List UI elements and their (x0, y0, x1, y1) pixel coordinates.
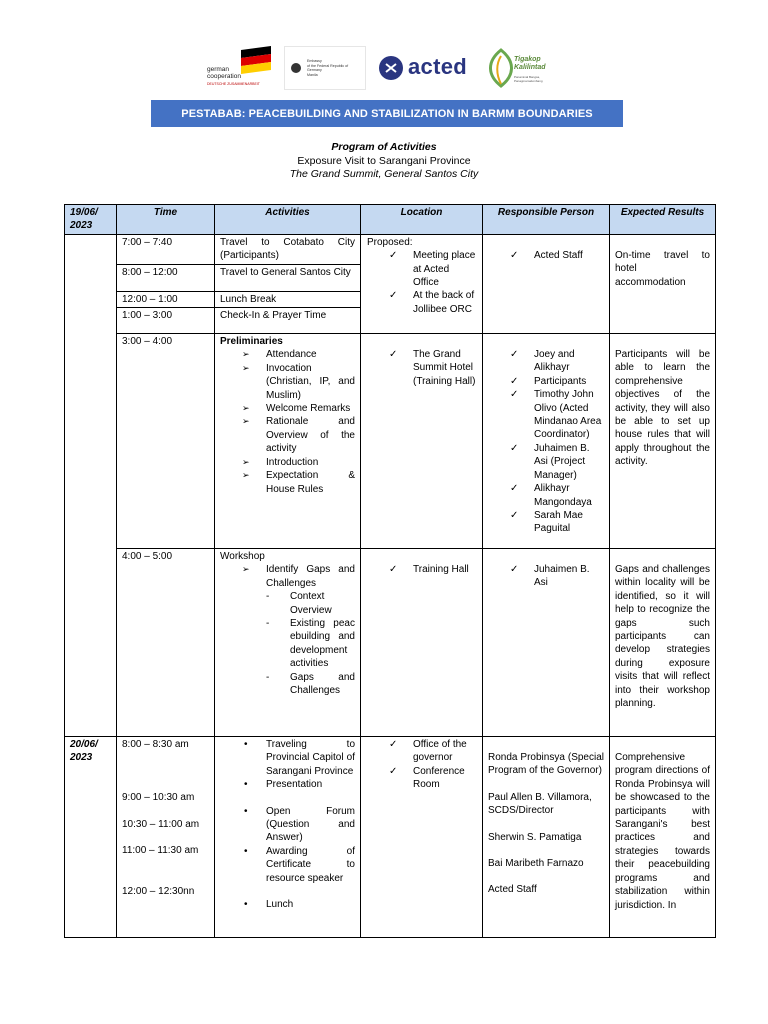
responsible-item: ✓ Alikhayr Mangondaya (488, 482, 604, 509)
time-cell: 12:00 – 1:00 (117, 291, 215, 307)
responsible-item: Bai Maribeth Farnazo (488, 858, 584, 870)
activity-item: ➢ Expectation & House Rules (220, 469, 355, 496)
activity-cell (215, 549, 361, 737)
embassy-text-1: Embassy (307, 59, 322, 63)
time-value: 9:00 – 10:30 am (122, 792, 195, 804)
activity-item: ➢ Introduction (220, 456, 355, 469)
table-row (65, 334, 716, 549)
activity-subitem: - Gaps and Challenges (220, 671, 355, 698)
partner-logos (0, 46, 768, 92)
ligtas-kalilintad-logo (484, 46, 566, 88)
location-item: ✓ Conference Room (367, 765, 477, 792)
activity-item: ➢ Attendance (220, 348, 355, 361)
location-cell (361, 234, 483, 333)
header-time: Time (117, 205, 215, 235)
responsible-item: ✓ Juhaimen B. Asi (Project Manager) (488, 442, 604, 482)
location-cell (361, 549, 483, 737)
time-cell: 4:00 – 5:00 (117, 549, 215, 737)
responsible-item: ✓ Participants (488, 375, 604, 388)
activity-item: • Presentation (220, 778, 355, 791)
activity-cell: Lunch Break (215, 291, 361, 307)
activity-title: Workshop (220, 551, 265, 563)
location-item: ✓ Training Hall (367, 563, 477, 576)
expected-text: Gaps and challenges within locality will be identified, so it will help to recognize the gaps such participants can develop strategies during exposure visits that will reflect into their workshop planning. (615, 564, 710, 710)
header-activities: Activities (215, 205, 361, 235)
expected-text: On-time travel to hotel accommodation (615, 249, 710, 288)
table-row (65, 549, 716, 737)
responsible-item: Paul Allen B. Villamora, SCDS/Director (488, 791, 592, 817)
time-cell: 8:00 – 12:00 (117, 264, 215, 291)
responsible-item: ✓ Joey and Alikhayr (488, 348, 604, 375)
program-subtitle: Exposure Visit to Sarangani Province (297, 154, 471, 167)
time-cell: 1:00 – 3:00 (117, 308, 215, 334)
activity-subitem: - Context Overview (220, 590, 355, 617)
project-title-banner: PESTABAB: PEACEBUILDING AND STABILIZATION IN BARMM BOUNDARIES (151, 100, 623, 127)
location-cell (361, 737, 483, 938)
time-value: 8:00 – 8:30 am (122, 739, 189, 751)
header-expected: Expected Results (610, 205, 716, 235)
activity-item: • Open Forum (Question and Answer) (220, 805, 355, 845)
date-cell: 20/06/ 2023 (65, 737, 117, 938)
time-value: 11:00 – 11:30 am (122, 845, 199, 857)
date-cell-empty (65, 234, 117, 736)
expected-text: Participants will be able to learn the comprehensive objectives of the activity, they will also be able to set up house rules that will apply throughout the activity. (615, 349, 710, 468)
time-cell: 7:00 – 7:40 (117, 234, 215, 264)
responsible-item: ✓ Sarah Mae Paguital (488, 509, 604, 536)
responsible-item: ✓ Juhaimen B. Asi (488, 563, 604, 590)
location-item: ✓ At the back of Jollibee ORC (367, 289, 477, 316)
acted-mark-icon (378, 55, 404, 81)
german-cooperation-text: german cooperation (207, 66, 241, 80)
activity-item: • Traveling to Provincial Capitol of Sarangani Province (220, 738, 355, 778)
time-cell (117, 737, 215, 938)
responsible-item: Sherwin S. Pamatiga (488, 831, 582, 843)
expected-cell (610, 737, 716, 938)
activity-item: ➢ Identify Gaps and Challenges (220, 563, 355, 590)
responsible-cell (483, 234, 610, 333)
activity-cell: Travel to General Santos City (215, 264, 361, 291)
time-value: 10:30 – 11:00 am (122, 818, 200, 830)
schedule-table (64, 204, 716, 938)
responsible-item: Ronda Probinsya (Special Program of the Governor) (488, 752, 604, 777)
german-cooperation-sub: DEUTSCHE ZUSAMMENARBEIT (207, 82, 260, 86)
header-responsible: Responsible Person (483, 205, 610, 235)
location-item: ✓ The Grand Summit Hotel (Training Hall) (367, 348, 477, 388)
german-cooperation-logo (203, 46, 273, 88)
table-row (65, 234, 716, 264)
leaf-icon (484, 48, 518, 88)
location-item: ✓ Meeting place at Acted Office (367, 249, 477, 289)
time-cell: 3:00 – 4:00 (117, 334, 215, 549)
responsible-cell (483, 737, 610, 938)
program-venue: The Grand Summit, General Santos City (289, 168, 479, 180)
location-cell (361, 334, 483, 549)
table-row (65, 737, 716, 938)
expected-cell (610, 334, 716, 549)
activity-cell: Check-In & Prayer Time (215, 308, 361, 334)
responsible-item: ✓ Timothy John Olivo (Acted Mindanao Area Coordinator) (488, 388, 604, 442)
activity-cell (215, 737, 361, 938)
program-heading (0, 141, 768, 182)
acted-logo (378, 46, 474, 88)
location-label: Proposed: (367, 236, 413, 248)
activity-item: • Lunch (220, 898, 355, 911)
table-header-row (65, 205, 716, 235)
activity-subitem: - Existing peacebuilding and development activities (220, 617, 355, 671)
ligtas-text-3: Panaminal Bangsa, Panagmamalumbang (514, 75, 543, 83)
expected-cell (610, 549, 716, 737)
activity-item: ➢ Invocation (Christian, IP, and Muslim) (220, 362, 355, 402)
expected-text: Comprehensive program directions of Ronda Probinsya will be showcased to the participants with Sarangani's best practices and strategies towards their peacebuilding programs and stabilization within jurisdiction. In (615, 752, 710, 911)
activity-cell (215, 334, 361, 549)
responsible-cell (483, 549, 610, 737)
ligtas-text-2: Kalilintad (514, 64, 546, 71)
activity-title: Preliminaries (220, 336, 283, 348)
activity-item: • Awarding of Certificate to resource speaker (220, 845, 355, 885)
header-date: 19/06/ 2023 (65, 205, 117, 235)
responsible-item: ✓ Acted Staff (488, 249, 604, 262)
responsible-cell (483, 334, 610, 549)
location-item: ✓ Office of the governor (367, 738, 477, 765)
embassy-text-3: Manila (307, 72, 318, 77)
activity-cell: Travel to Cotabato City (Participants) (215, 234, 361, 264)
eagle-icon (289, 61, 303, 75)
header-location: Location (361, 205, 483, 235)
expected-cell (610, 234, 716, 333)
program-title: Program of Activities (331, 141, 437, 153)
acted-text: acted (408, 54, 467, 79)
embassy-text-2: of the Federal Republic of Germany (307, 63, 349, 72)
responsible-item: Acted Staff (488, 884, 537, 896)
activity-item: ➢ Welcome Remarks (220, 402, 355, 415)
activity-item: ➢ Rationale and Overview of the activity (220, 415, 355, 455)
time-value: 12:00 – 12:30nn (122, 885, 195, 897)
ligtas-text-1: Tigakop (514, 56, 541, 63)
embassy-logo (284, 46, 366, 90)
